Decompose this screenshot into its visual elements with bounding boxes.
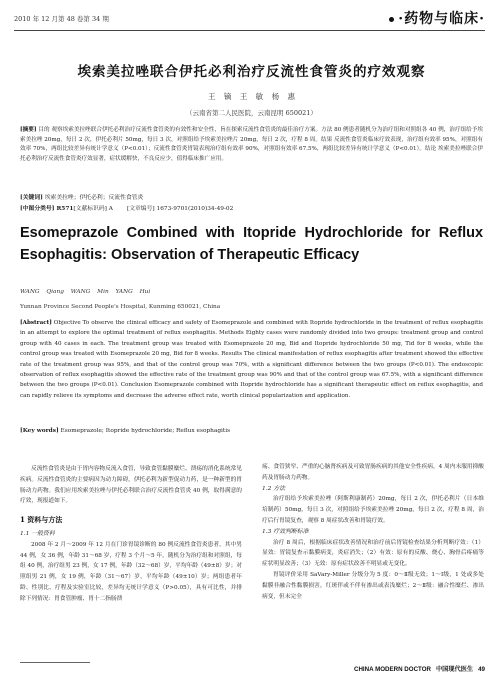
title-en-word: Reflux [438,225,484,241]
doc-code: [文献标识码] A [73,206,113,212]
journal-section [389,8,485,28]
body-paragraph: 治疗 8 周后，根据临床症状改善情况和治疗前后胃镜检查结果分析判断疗效：（1）显效：胃镜复查示黏膜病变，炎症消失；（2）有效：原有的反酸、烧心、胸骨后疼痛等症状明显改善；（3）无效：原有症状改善不明显或无变化。 [262,539,484,568]
abstract-en-text: Objective To observe the clinical efficacy and safety of Esomeprazole and combined with Itopride hydrochloride in the treatment of reflux esophagitis in an attempt to explore the optimal treatment of reflux esophagitis. Methods Eighty cases were randomly divided into two groups: treatment group and control group with 40 cases in each. The treatment group was treated with Esomeprazole 20 mg, Bid and Itopride hydrochloride 50 mg, Tid for 8 weeks, while the control group was treated with Esomeprazole 20 mg, Bid for 8 weeks. Results The clinical manifestation of reflux esophagitis after treatment showed the effective rate of the treatment group was 95%, and that of the control group was 70%, with a significant difference between the two groups (P<0.01). The endoscopic observation of reflux esophagitis showed the effective rate of the treatment group was 90% and that of the control group was 67.5%, with a significant difference between the two groups (P<0.01). Conclusion Esomeprazole combined with Itopride hydrochloride has a significant therapeutic effect on reflux esophagitis, and can rapidly relieve its symptoms and decrease the adverse effect rate, worth clinical popularization and application. [20,320,483,399]
subsection-heading: 1.1 一般资料 [20,530,55,537]
authors-cn: 王 镝 王 敏 杨 惠 [208,92,295,101]
keywords-cn-text: 埃索美拉唑；伊托必利；反流性食管炎 [42,195,144,201]
body-paragraph: 治疗组给予埃索美拉唑（阿斯利康制药）20mg，每日 2 次，伊托必利片（日本维培制药）50mg，每日 3 次，对照组给予埃索美拉唑 20mg，每日 2 次，疗程 8 周，治疗后行胃镜复查，观察 8 周症状改善和胃镜疗效。 [262,496,484,524]
subsection-heading: 1.3 疗效判断标准 [262,528,309,535]
bullet-icon [389,17,394,22]
title-en-word: Esomeprazole [20,225,119,241]
article-title-en-line1 [20,224,483,243]
footnote-rule [20,662,90,663]
authors-en: WANG Qiang WANG Min YANG Hui [20,289,151,295]
page-footer [354,664,485,673]
keywords-en-text: Esomeprazole; Itopride hydrochloride; Reflux esophagitis [58,428,231,434]
article-id: [文章编号] 1673-9701(2010)34-49-02 [126,206,234,212]
body-paragraph: 疡、食管狭窄、严重的心脑肾疾病及可致胃肠疾病的其他安全性疾病，4 周内未服用抑酸药及胃肠动力药物。 [262,464,484,481]
keywords-cn [20,192,483,201]
body-column-right [262,462,484,602]
affiliation-en: Yunnan Province Second People's Hospital, Kunming 650021, China [20,304,221,310]
title-en-word: with [205,225,235,241]
section-heading: 1 资料与方法 [20,515,63,525]
affiliation-cn: （云南省第二人民医院，云南昆明 650021） [186,109,317,117]
body-paragraph: 胃镜评价采用 SaVary-Miller 分级分为 5 度：0～Ⅱ级无效；1～Ⅰ级，1 处或多处黏膜非融合性黏膜损害，红斑伴或不伴有渗出或表浅糜烂；2～Ⅱ级：融合性糜烂、渗出病变，但未完全 [262,571,484,600]
issue-info: 2010 年 12 月第 48 卷第 34 期 [14,15,109,23]
title-en-word: Itopride [243,225,297,241]
page-number: 49 [478,666,485,673]
keywords-cn-label: [关键词] [20,195,43,201]
body-column-left [20,464,242,605]
abstract-en [20,318,483,401]
header-rule [14,30,485,31]
journal-section-label: ·药物与临床· [398,11,485,27]
subsection-heading: 1.2 方法 [262,485,286,492]
body-paragraph: 2008 年 2 月～2009 年 12 月在门诊胃镜诊断的 80 例反流性食管炎患者，其中男 44 例，女 36 例，年龄 31～68 岁，疗程 3 个月～5 年，随机分为治疗组和对照组，每组 40 例，治疗组男 23 例，女 17 例，年龄（32～68）岁，平均年龄（49±8）岁；对照组男 21 例，女 19 例，年龄（31～67）岁，平均年龄（49±10）岁；两组患者年龄、性别比、疗程及实验室比较，差异均无统计学意义（P>0.05），具有可比性，并排除下列情况：胃食管肿瘤、胃十二指肠溃 [20,541,242,602]
abstract-cn-label: [摘要] [20,127,37,133]
title-en-word: Combined [126,225,198,241]
abstract-en-label: [Abstract] [20,320,52,326]
abstract-cn-text: 目的 观察埃索美拉唑联合伊托必利治疗反流性食管炎的有效性和安全性，旨在探索反流性食管炎的最佳治疗方案。方法 80 例患者随机分为治疗组和对照组各 40 例，治疗组给予埃索美拉唑 20mg，每日 2 次，伊托必利片 50mg，每日 3 次，对照组给予埃索美拉唑片 20mg，每日 2 次，疗程 8 周。结果 反流性食管炎临床疗效表现，治疗组有效率 95%，对照组有效率 70%，两组比较差异有统计学意义（P<0.01）；反流性食管炎胃镜表现治疗组有效率 90%，对照组有效率 67.5%，两组比较差异有统计学意义（P<0.01）。结论 埃索美拉唑联合伊托必利治疗反流性食管炎疗效显著，症状缓解快，不良反应少，值得临床推广应用。 [20,127,483,163]
classification-line [20,203,483,212]
clc-code: [中图分类号] R571 [20,206,74,212]
keywords-en-label: [Key words] [20,428,59,434]
article-title-en-line2: Esophagitis: Observation of Therapeutic Efficacy [20,247,360,263]
intro-paragraph: 反流性食管炎是由于胃内容物反流入食管，导致食管黏膜糜烂、溃疡的消化系统常见疾病。反流性食管炎的主要病因为动力障碍，伊托必利为新型促动力药，是一种新型的胃肠动力药物。我们应用埃索美拉唑与伊托必利联合治疗反流性食管炎 40 例，取得满意的疗效，现报道如下。 [20,466,242,505]
abstract-cn [20,126,483,165]
footer-journal-cn: 中国现代医生 [435,666,474,673]
title-en-word: for [411,225,431,241]
footer-journal-en: CHINA MODERN DOCTOR [353,666,431,673]
article-title-cn: 埃索美拉唑联合伊托必利治疗反流性食管炎的疗效观察 [77,64,426,80]
keywords-en [20,428,483,434]
title-en-word: Hydrochloride [304,225,403,241]
